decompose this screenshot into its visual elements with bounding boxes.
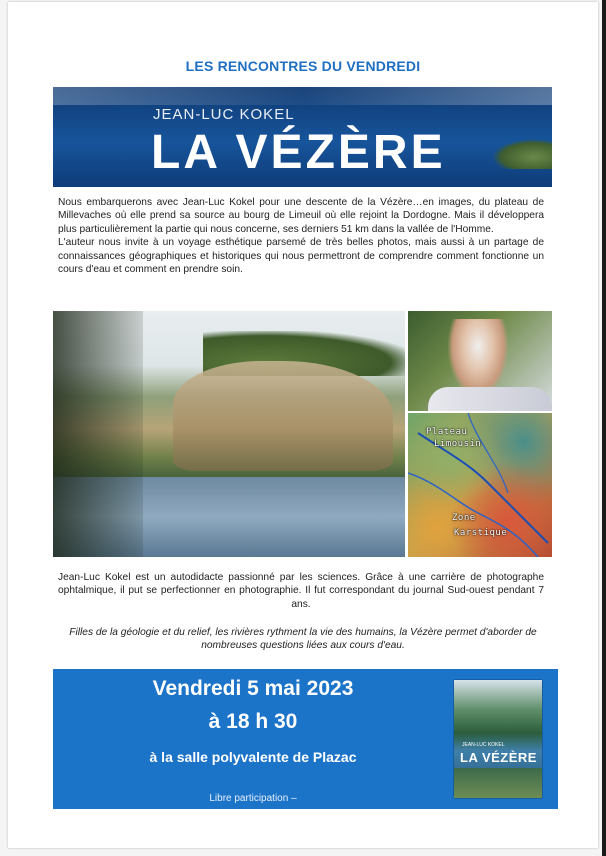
event-place: à la salle polyvalente de Plazac xyxy=(149,749,357,765)
book-author: JEAN-LUC KOKEL xyxy=(462,742,505,748)
map-label-zone-line2: Karstique xyxy=(454,528,508,538)
author-bio: Jean-Luc Kokel est un autodidacte passionné par les sciences. Grâce à une carrière de photographe ophtalmique, il put se perfectionner en photographie. Il fut correspondant du journal Sud-ouest pendant 7 ans. xyxy=(58,572,544,610)
author-portrait-photo xyxy=(408,311,552,411)
banner-shore-image xyxy=(492,139,552,169)
map-label-plateau-line1: Plateau xyxy=(426,427,468,437)
banner-title: LA VÉZÈRE xyxy=(151,126,446,179)
book-title: LA VÉZÈRE xyxy=(460,750,537,765)
map-label-zone-line1: Zone xyxy=(452,513,476,523)
event-participation: Libre participation – xyxy=(209,793,297,804)
book-cover-landscape xyxy=(454,768,542,798)
intro-paragraph-2: L'auteur nous invite à un voyage esthétique parsemé de très belles photos, mais aussi à un partage de connaissances géographiques et historiques qui nous permettront de comprendre comment fonctionne un cours d'eau et comment en prendre soin. xyxy=(58,237,544,276)
portrait-shirt xyxy=(428,387,552,411)
photo-foreground-tree xyxy=(53,311,143,557)
series-heading: LES RENCONTRES DU VENDREDI xyxy=(185,58,421,74)
book-cover-image xyxy=(454,680,542,798)
title-banner xyxy=(53,87,552,187)
banner-sky xyxy=(53,87,552,105)
relief-map-image xyxy=(408,413,552,557)
portrait-face xyxy=(448,319,508,397)
event-date: Vendredi 5 mai 2023 xyxy=(152,677,354,700)
map-label-plateau-line2: Limousin xyxy=(434,439,482,449)
page-edge xyxy=(602,0,606,856)
river-cliff-photo xyxy=(53,311,405,557)
photo-cliff xyxy=(173,361,393,471)
intro-paragraph-1: Nous embarquerons avec Jean-Luc Kokel pour une descente de la Vézère…en images, du plateau de Millevaches où elle prend sa source au bourg de Limeuil où elle rejoint la Dordogne. Mais il développera plus particulièrement la partie qui nous concerne, ses derniers 51 km dans la vallée de l'Homme. xyxy=(58,197,544,235)
quote-text: Filles de la géologie et du relief, les rivières rythment la vie des humains, la Vézère permet d'aborder de nombreuses questions liées aux cours d'eau. xyxy=(69,627,537,652)
event-time: à 18 h 30 xyxy=(208,710,298,733)
event-box xyxy=(53,669,558,809)
banner-author: JEAN-LUC KOKEL xyxy=(153,106,295,123)
intro-text xyxy=(58,196,544,276)
